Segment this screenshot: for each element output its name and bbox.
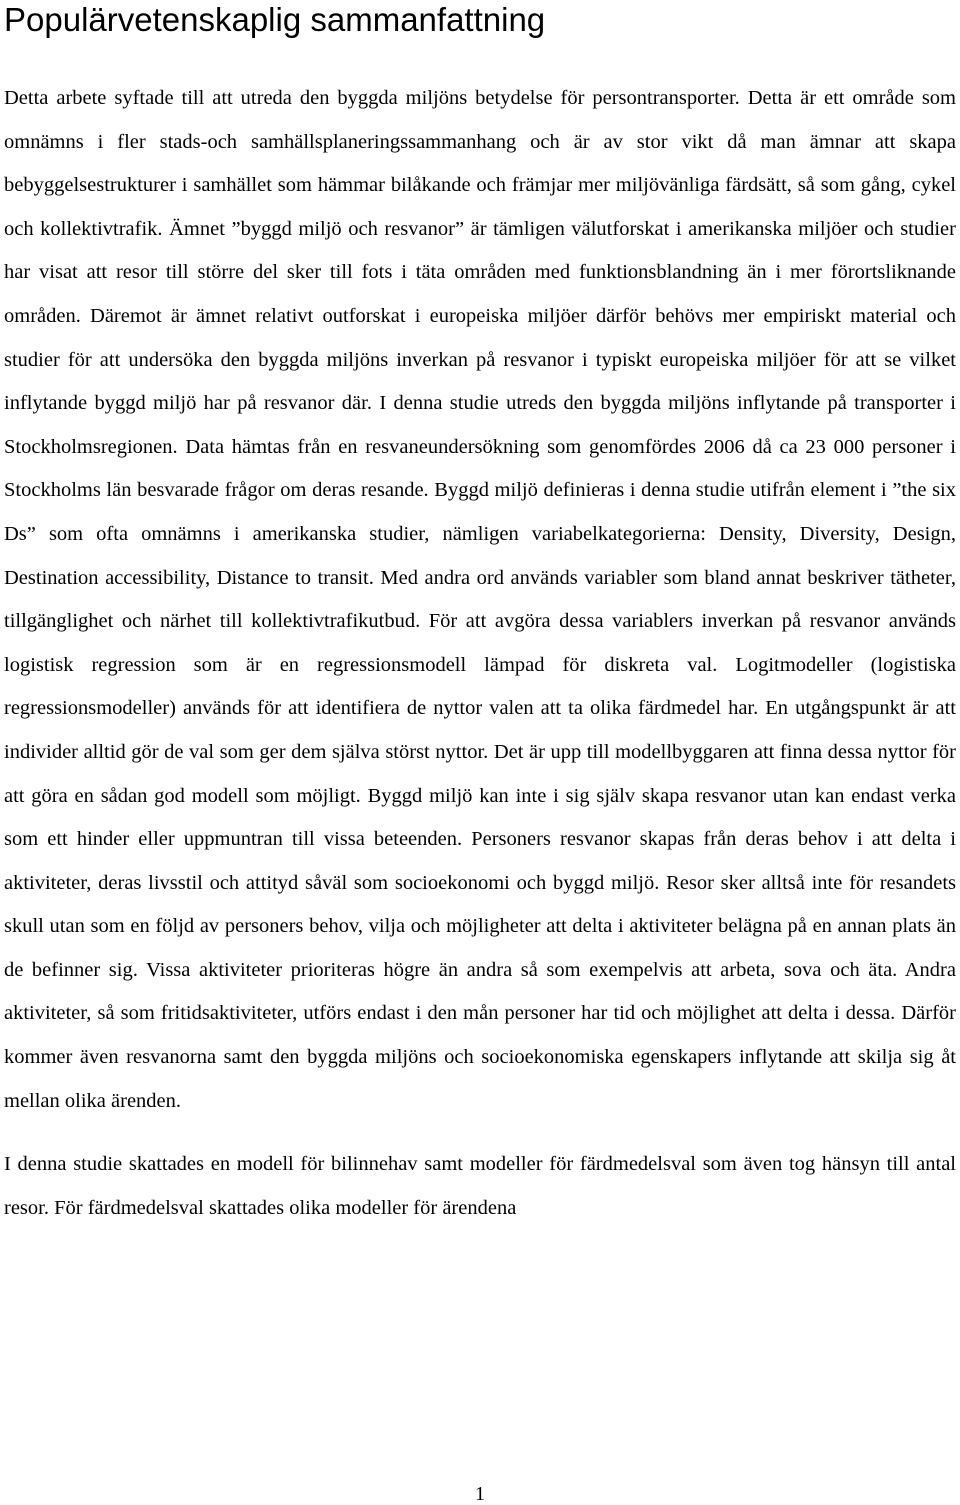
summary-paragraph-2: I denna studie skattades en modell för bilinnehav samt modeller för färdmedelsval som även tog hänsyn till antal resor. För färdmedelsval skattades olika modeller för ärendena [4, 1153, 956, 1219]
summary-paragraph-1: Detta arbete syftade till att utreda den byggda miljöns betydelse för persontransporter. Detta är ett område som omnämns i fler stads-och samhällsplaneringssammanhang och är av stor vikt då man ämnar att skapa bebyggelsestrukturer i samhället som hämmar bilåkande och främjar mer miljövänliga färdsätt, så som gång, cykel och kollektivtrafik. Ämnet ”byggd miljö och resvanor” är tämligen välutforskat i amerikanska miljöer och studier har visat att resor till större del sker till fots i täta områden med funktionsblandning än i mer förortsliknande områden. Däremot är ämnet relativt outforskat i europeiska miljöer därför behövs mer empiriskt material och studier för att undersöka den byggda miljöns inverkan på resvanor i typiskt europeiska miljöer för att se vilket inflytande byggd miljö har på resvanor där. I denna studie utreds den byggda miljöns inflytande på transporter i Stockholmsregionen. Data hämtas från en resvaneundersökning som genomfördes 2006 då ca 23 000 personer i Stockholms län besvarade frågor om deras resande. Byggd miljö definieras i denna studie utifrån element i ”the six Ds” som ofta omnämns i amerikanska studier, nämligen variabelkategorierna: Density, Diversity, Design, Destination accessibility, Distance to transit. Med andra ord används variabler som bland annat beskriver tätheter, tillgänglighet och närhet till kollektivtrafikutbud. För att avgöra dessa variablers inverkan på resvanor används logistisk regression som är en regressionsmodell lämpad för diskreta val. Logitmodeller (logistiska regressionsmodeller) används för att identifiera de nyttor valen att ta olika färdmedel har. En utgångspunkt är att individer alltid gör de val som ger dem själva störst nyttor. Det är upp till modellbyggaren att finna dessa nyttor för att göra en sådan god modell som möjligt. Byggd miljö kan inte i sig själv skapa resvanor utan kan endast verka som ett hinder eller uppmuntran till vissa beteenden. Personers resvanor skapas från deras behov i att delta i aktiviteter, deras livsstil och attityd såväl som socioekonomi och byggd miljö. Resor sker alltså inte för resandets skull utan som en följd av personers behov, vilja och möjligheter att delta i aktiviteter belägna på en annan plats än de befinner sig. Vissa aktiviteter prioriteras högre än andra så som exempelvis att arbeta, sova och äta. Andra aktiviteter, så som fritidsaktiviteter, utförs endast i den mån personer har tid och möjlighet att delta i dessa. Därför kommer även resvanorna samt den byggda miljöns och socioekonomiska egenskapers inflytande att skilja sig åt mellan olika ärenden. [4, 87, 956, 1112]
page-number: 1 [475, 1483, 485, 1505]
document-page [4, 0, 956, 1230]
page-title: Populärvetenskaplig sammanfattning [4, 1, 546, 38]
